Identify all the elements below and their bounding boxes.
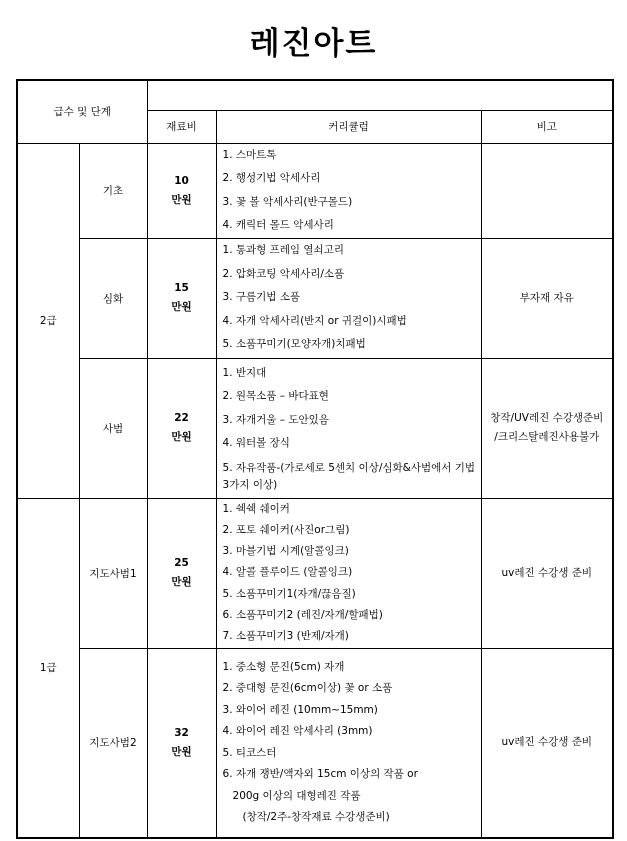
- table-row: [17, 143, 613, 238]
- table-row: [17, 358, 613, 498]
- note-line: /크리스탈레진사용불가: [494, 431, 600, 443]
- fee-unit: 만원: [171, 193, 192, 206]
- curriculum-item: 5. 소품꾸미기(모양자개)치패법: [222, 338, 366, 351]
- fee-amount: 10: [174, 174, 189, 187]
- curriculum-item: 1. 반지대: [222, 366, 267, 379]
- fee-cell: [147, 143, 216, 238]
- curriculum-item: 4. 와이어 레진 악세사리 (3mm): [222, 725, 373, 738]
- stage-cell: 기초: [79, 143, 147, 238]
- curriculum-item: 5. 티코스터: [222, 746, 277, 759]
- note-cell: uv레진 수강생 준비: [481, 648, 613, 838]
- fee-amount: 22: [174, 412, 189, 424]
- grade-cell: 2급: [17, 143, 79, 498]
- header-level-stage: 급수 및 단계: [17, 80, 147, 143]
- curriculum-item: 3. 자개거울 – 도안있음: [222, 413, 329, 426]
- curriculum-cell: [216, 358, 481, 498]
- curriculum-item: 3. 꽃 볼 악세사리(반구몰드): [222, 195, 353, 208]
- fee-unit: 만원: [171, 745, 192, 758]
- curriculum-cell: [216, 143, 481, 238]
- fee-cell: [147, 358, 216, 498]
- note-cell: [481, 358, 613, 498]
- table-row: [17, 648, 613, 838]
- curriculum-item: 4. 알콜 플루이드 (알콜잉크): [222, 566, 353, 579]
- fee-cell: [147, 648, 216, 838]
- note-cell: [481, 143, 613, 238]
- fee-amount: 32: [174, 726, 189, 739]
- curriculum-item: 4. 자개 악세사리(반지 or 귀걸이)시패법: [222, 314, 407, 327]
- fee-cell: [147, 498, 216, 648]
- fee-unit: 만원: [171, 576, 192, 589]
- curriculum-cell: [216, 238, 481, 358]
- note-cell: uv레진 수강생 준비: [481, 498, 613, 648]
- fee-unit: 만원: [171, 431, 192, 443]
- curriculum-item: 2. 중대형 문진(6cm이상) 꽃 or 소품: [222, 682, 393, 695]
- curriculum-item: 2. 압화코팅 악세사리/소품: [222, 267, 345, 280]
- curriculum-item: 5. 소품꾸미기1(자개/끊음질): [222, 587, 356, 600]
- header-row-top: [17, 80, 613, 110]
- grade-cell: 1급: [17, 498, 79, 838]
- curriculum-item: 3. 마블기법 시계(알콜잉크): [222, 545, 349, 558]
- note-cell: 부자재 자유: [481, 238, 613, 358]
- fee-cell: [147, 238, 216, 358]
- curriculum-item: 1. 쉑쉑 쉐이커: [222, 502, 290, 515]
- header-note: 비고: [481, 110, 613, 143]
- stage-cell: 지도사범1: [79, 498, 147, 648]
- curriculum-item: 2. 포토 쉐이커(사진or그림): [222, 523, 350, 536]
- fee-unit: 만원: [171, 301, 192, 313]
- curriculum-item: 3. 와이어 레진 (10mm~15mm): [222, 703, 378, 716]
- header-fee: 재료비: [147, 110, 216, 143]
- curriculum-item: 6. 자개 쟁반/액자외 15cm 이상의 작품 or: [222, 768, 418, 781]
- curriculum-cell: [216, 498, 481, 648]
- curriculum-item: 200g 이상의 대형레진 작품: [232, 789, 361, 802]
- stage-cell: 사범: [79, 358, 147, 498]
- fee-amount: 15: [174, 282, 189, 294]
- note-line: 창작/UV레진 수강생준비: [490, 412, 604, 424]
- curriculum-item: 7. 소품꾸미기3 (반제/자개): [222, 630, 349, 643]
- table-row: [17, 238, 613, 358]
- curriculum-cell: [216, 648, 481, 838]
- curriculum-table: [16, 79, 614, 839]
- page-title: 레진아트: [249, 26, 378, 62]
- stage-cell: 지도사범2: [79, 648, 147, 838]
- table-row: [17, 498, 613, 648]
- curriculum-item: 1. 스마트톡: [222, 148, 277, 161]
- stage-cell: 심화: [79, 238, 147, 358]
- curriculum-item: 2. 행성기법 악세사리: [222, 172, 321, 184]
- header-curriculum: 커리큘럼: [216, 110, 481, 143]
- curriculum-item: 1. 통과형 프레임 열쇠고리: [222, 244, 344, 257]
- curriculum-item: 5. 자유작품-(가로세로 5센치 이상/심화&사범에서 기법 3가지 이상): [222, 461, 476, 491]
- curriculum-item: 4. 캐릭터 몰드 악세사리: [222, 219, 334, 231]
- curriculum-item: 1. 중소형 문진(5cm) 자개: [222, 660, 345, 673]
- header-blank: [147, 80, 613, 110]
- fee-amount: 25: [174, 557, 189, 570]
- curriculum-item: 2. 원목소품 – 바다표현: [222, 390, 329, 402]
- curriculum-item: 3. 구름기법 소품: [222, 291, 301, 304]
- curriculum-item: 4. 워터볼 장식: [222, 437, 290, 449]
- curriculum-item: 6. 소품꾸미기2 (레진/자개/할패법): [222, 608, 383, 621]
- curriculum-item: (창작/2주-창작재료 수강생준비): [242, 811, 390, 824]
